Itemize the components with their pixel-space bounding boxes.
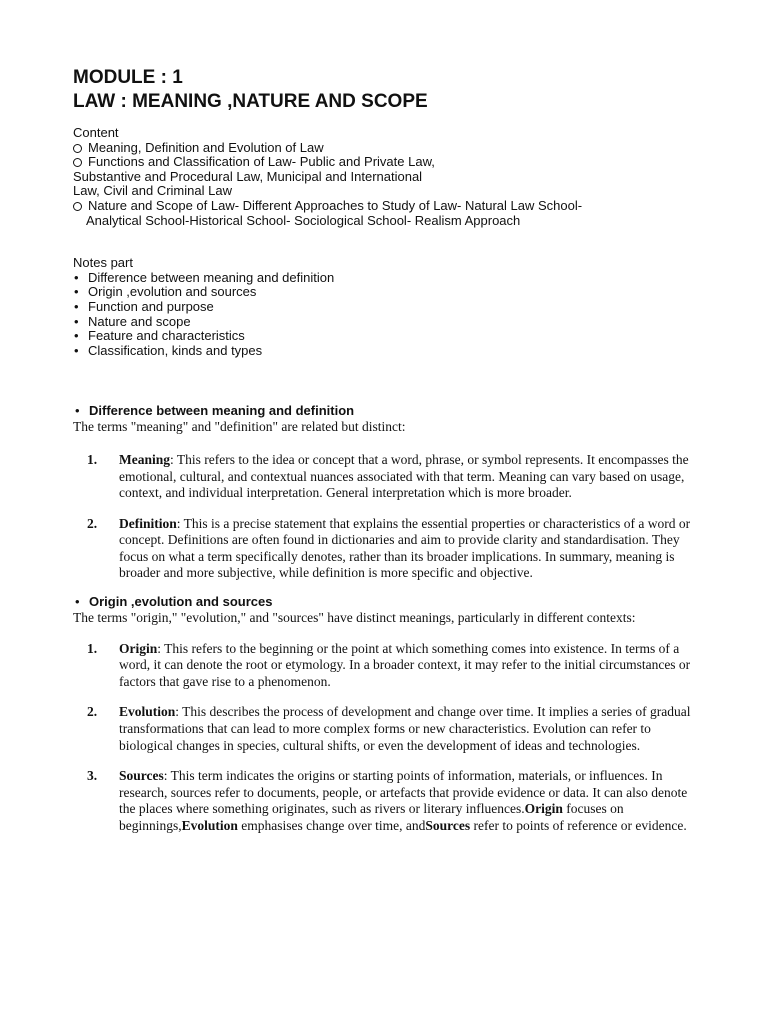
numbered-item: 2. Evolution: This describes the process of development and change over time. It implies a series of gradual transformations that can lead to more complex forms or new characteristics. Evolution can refer to biological changes in species, cultural shifts, or even the development of ideas and technologies. — [87, 704, 691, 753]
section-intro: The terms "meaning" and "definition" are related but distinct: — [73, 419, 406, 435]
notes-item: • Nature and scope — [74, 313, 191, 329]
bullet-icon: • — [75, 403, 80, 419]
term-label: Origin — [119, 640, 158, 656]
numbered-item: 3. Sources: This term indicates the origins or starting points of information, materials, or influences. In research, sources refer to documents, people, or artefacts that provide evidence or data. It can also denote the places where something originates, such as rivers or literary influences.Origin focuses on beginnings,Evolution emphasises change over time, andSources refer to points of reference or evidence. — [87, 768, 688, 833]
notes-item: • Classification, kinds and types — [74, 342, 263, 358]
term-label: Definition — [119, 515, 177, 531]
section-heading: • Difference between meaning and definition — [75, 403, 355, 419]
page-title: LAW : MEANING ,NATURE AND SCOPE — [73, 91, 428, 112]
notes-item: • Difference between meaning and definition — [74, 269, 335, 285]
content-item: Nature and Scope of Law- Different Approaches to Study of Law- Natural Law School- — [73, 199, 703, 214]
module-heading: MODULE : 1 — [73, 67, 183, 88]
numbered-item: 1. Origin: This refers to the beginning or the point at which something comes into existence. In terms of a word, it can denote the root or etymology. In a broader context, it may refer to the initial circumstances or factors that gave rise to a phenomenon. — [87, 640, 691, 689]
bullet-icon: • — [74, 298, 79, 314]
section-intro: The terms "origin," "evolution," and "sources" have distinct meanings, particularly in different contexts: — [73, 610, 636, 626]
term-label: Evolution — [119, 704, 176, 720]
notes-item: • Feature and characteristics — [74, 328, 245, 344]
bullet-icon: • — [75, 594, 80, 610]
content-item-continuation: Analytical School-Historical School- Sociological School- Realism Approach — [86, 212, 521, 228]
content-item-continuation: Substantive and Procedural Law, Municipal and International — [73, 168, 423, 184]
notes-item: • Function and purpose — [74, 298, 214, 314]
content-outline — [73, 126, 703, 228]
numbered-item: 1. Meaning: This refers to the idea or concept that a word, phrase, or symbol represents. It encompasses the emotional, cultural, and contextual nuances associated with that term. Meaning can vary based on usage, context, and individual interpretation. General interpretation which is more broader. — [87, 451, 689, 501]
content-label: Content — [73, 125, 119, 140]
notes-label: Notes part — [73, 255, 133, 271]
content-item: Meaning, Definition and Evolution of Law — [73, 141, 703, 156]
circle-bullet-icon — [73, 158, 82, 167]
notes-list — [73, 256, 703, 358]
term-label: Meaning — [119, 451, 171, 467]
section-heading: • Origin ,evolution and sources — [75, 594, 273, 610]
bullet-icon: • — [74, 342, 79, 358]
bullet-icon: • — [74, 269, 79, 285]
bullet-icon: • — [74, 284, 79, 300]
term-label: Sources — [119, 768, 164, 784]
document-page — [73, 66, 703, 835]
notes-item: • Origin ,evolution and sources — [74, 284, 257, 300]
content-item-continuation: Law, Civil and Criminal Law — [73, 183, 232, 199]
circle-bullet-icon — [73, 144, 82, 153]
numbered-item: 2. Definition: This is a precise statement that explains the essential properties or characteristics of a word or concept. Definitions are often found in dictionaries and aim to provide clarity and standardisation. They focus on what a term specifically denotes, rather than its broader implications. In summary, meaning is broader and more subjective, while definition is more specific and objective. — [87, 515, 691, 581]
content-item: Functions and Classification of Law- Public and Private Law, — [73, 155, 703, 170]
circle-bullet-icon — [73, 202, 82, 211]
bullet-icon: • — [74, 328, 79, 344]
bullet-icon: • — [74, 313, 79, 329]
